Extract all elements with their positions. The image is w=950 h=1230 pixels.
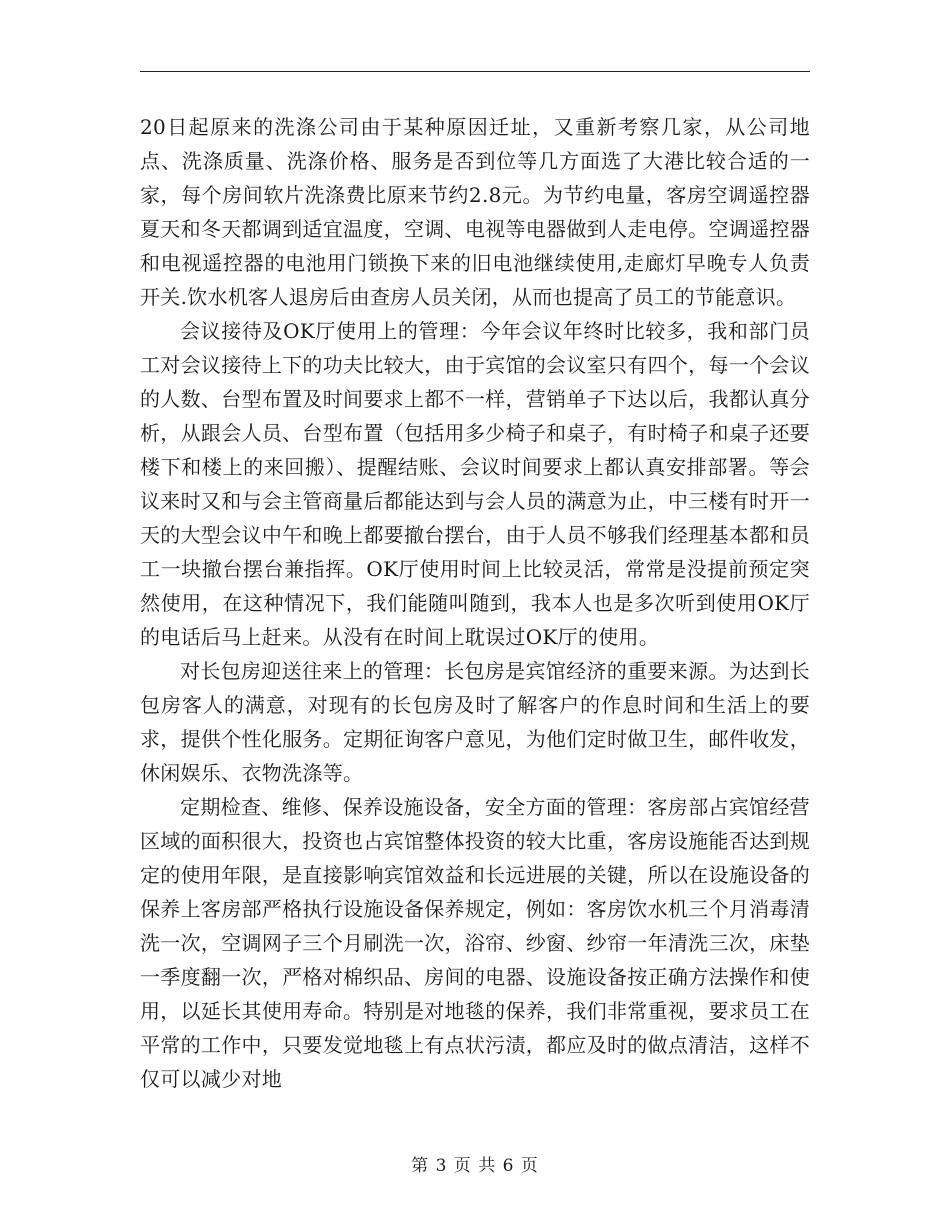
paragraph-long-stay-rooms: 对长包房迎送往来上的管理：长包房是宾馆经济的重要来源。为达到长包房客人的满意，对现有的长包房及时了解客户的作息时间和生活上的要求，提供个性化服务。定期征询客户意见，为他们定时做卫生，邮件收发，休闲娱乐、衣物洗涤等。 xyxy=(140,659,810,785)
header-rule xyxy=(140,71,810,72)
paragraph-facility-maintenance: 定期检查、维修、保养设施设备，安全方面的管理：客房部占宾馆经营区域的面积很大，投资也占宾馆整体投资的较大比重，客房设施能否达到规定的使用年限，是直接影响宾馆效益和长远进展的关键，所以在设施设备的保养上客房部严格执行设施设备保养规定，例如：客房饮水机三个月消毒清洗一次，空调网子三个月刷洗一次，浴帘、纱窗、纱帘一年清洗三次，床垫一季度翻一次，严格对棉织品、房间的电器、设施设备按正确方法操作和使用，以延长其使用寿命。特别是对地毯的保养，我们非常重视，要求员工在平常的工作中，只要发觉地毯上有点状污渍，都应及时的做点清洁，这样不仅可以减少对地 xyxy=(140,795,810,1091)
paragraph-meeting-management: 会议接待及OK厅使用上的管理：今年会议年终时比较多，我和部门员工对会议接待上下的功夫比较大，由于宾馆的会议室只有四个，每一个会议的人数、台型布置及时间要求上都不一样，营销单子下达以后，我都认真分析，从跟会人员、台型布置（包括用多少椅子和桌子，有时椅子和桌子还要楼下和楼上的来回搬）、提醒结账、会议时间要求上都认真安排部署。等会议来时又和与会主管商量后都能达到与会人员的满意为止，中三楼有时开一天的大型会议中午和晚上都要撤台摆台，由于人员不够我们经理基本都和员工一块撤台摆台兼指挥。OK厅使用时间上比较灵活，常常是没提前预定突然使用，在这种情况下，我们能随叫随到，我本人也是多次听到使用OK厅的电话后马上赶来。从没有在时间上耽误过OK厅的使用。 xyxy=(140,319,810,649)
page-number-footer: 第 3 页 共 6 页 xyxy=(411,1156,539,1176)
paragraph-energy-saving: 20日起原来的洗涤公司由于某种原因迁址，又重新考察几家，从公司地点、洗涤质量、洗涤价格、服务是否到位等几方面选了大港比较合适的一家，每个房间软片洗涤费比原来节约2.8元。为节约电量，客房空调遥控器夏天和冬天都调到适宜温度，空调、电视等电器做到人走电停。空调遥控器和电视遥控器的电池用门锁换下来的旧电池继续使用,走廊灯早晚专人负责开关.饮水机客人退房后由查房人员关闭，从而也提高了员工的节能意识。 xyxy=(140,115,810,309)
body-text xyxy=(140,110,810,1096)
